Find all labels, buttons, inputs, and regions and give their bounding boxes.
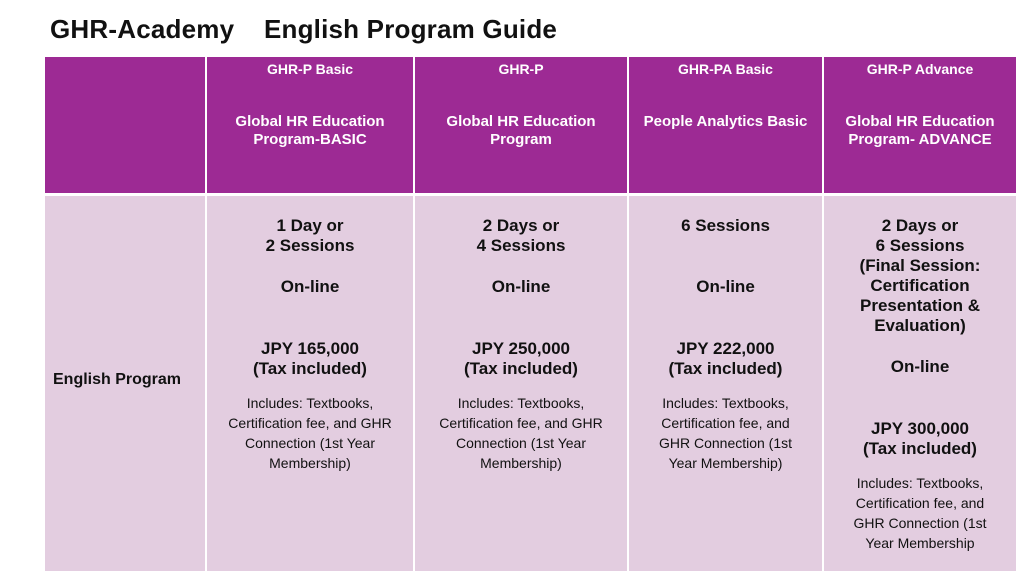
program-code: GHR-P	[498, 61, 544, 77]
table-row-english-program	[44, 195, 1017, 572]
table-header-row	[44, 57, 1017, 195]
program-code: GHR-PA Basic	[678, 61, 773, 77]
sessions-text: 2 Days or 6 Sessions (Final Session: Certification Presentation & Evaluation)	[859, 216, 981, 335]
includes-text: Includes: Textbooks, Certification fee, and GHR Connection (1st Year Membership)	[228, 395, 392, 471]
includes-text: Includes: Textbooks, Certification fee, and GHR Connection (1st Year Membership)	[658, 395, 793, 471]
row-label: English Program	[53, 370, 182, 388]
program-name: Global HR Education Program	[446, 113, 596, 148]
column-header-ghr-p-basic	[206, 57, 414, 195]
column-header-ghr-p-advance	[823, 57, 1017, 195]
sessions-text: 6 Sessions	[681, 216, 770, 235]
column-header-ghr-p	[414, 57, 628, 195]
sessions-text: 1 Day or 2 Sessions	[265, 216, 355, 255]
format-text: On-line	[491, 277, 551, 296]
format-text: On-line	[890, 357, 950, 376]
includes-text: Includes: Textbooks, Certification fee, and GHR Connection (1st Year Membership)	[439, 395, 603, 471]
price-text: JPY 250,000 (Tax included)	[464, 339, 578, 378]
format-text: On-line	[280, 277, 340, 296]
program-code: GHR-P Basic	[266, 61, 354, 77]
page-title: GHR-Academy English Program Guide	[50, 14, 558, 44]
program-cell-ghr-pa-basic	[628, 195, 823, 572]
price-text: JPY 222,000 (Tax included)	[668, 339, 783, 378]
column-header-ghr-pa-basic	[628, 57, 823, 195]
row-label-cell	[44, 195, 206, 572]
program-cell-ghr-p	[414, 195, 628, 572]
program-name: Global HR Education Program- ADVANCE	[845, 113, 995, 148]
price-text: JPY 300,000 (Tax included)	[863, 419, 977, 458]
program-table	[43, 57, 1018, 571]
includes-text: Includes: Textbooks, Certification fee, and GHR Connection (1st Year Membership	[853, 475, 987, 551]
price-text: JPY 165,000 (Tax included)	[253, 339, 367, 378]
program-name: People Analytics Basic	[643, 113, 808, 130]
program-cell-ghr-p-basic	[206, 195, 414, 572]
program-name: Global HR Education Program-BASIC	[235, 113, 385, 148]
program-cell-ghr-p-advance	[823, 195, 1017, 572]
header-corner-cell	[44, 57, 206, 195]
program-code: GHR-P Advance	[866, 61, 974, 77]
sessions-text: 2 Days or 4 Sessions	[476, 216, 566, 255]
format-text: On-line	[696, 277, 755, 296]
